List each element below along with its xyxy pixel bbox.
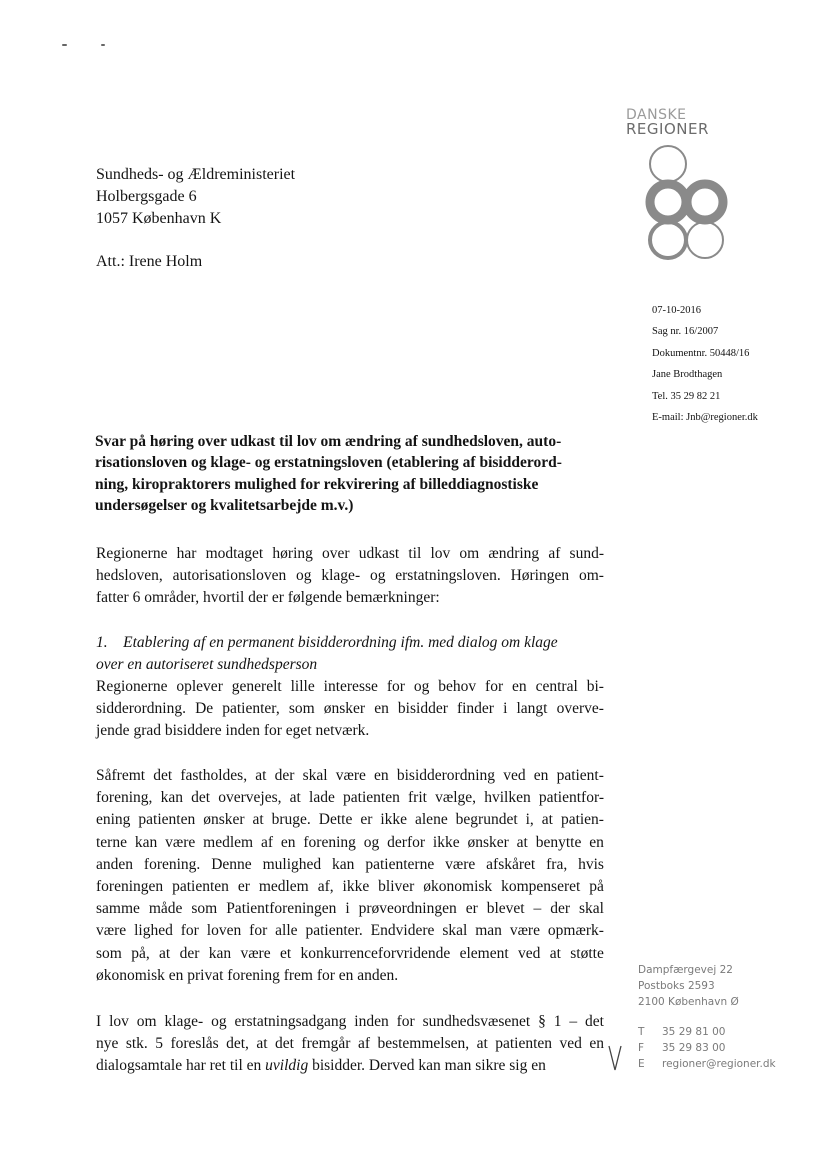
logo-line2: REGIONER (626, 120, 709, 138)
label: T (638, 1026, 645, 1038)
heading-line: over en autoriseret sundhedsperson (96, 656, 318, 674)
subject-line: undersøgelser og kvalitetsarbejde m.v.) (95, 497, 354, 515)
footer-street: Dampfærgevej 22 (638, 964, 733, 976)
recipient-address (96, 164, 295, 230)
text-line (96, 1055, 604, 1077)
meta-email: E-mail: Jnb@regioner.dk (652, 412, 758, 424)
text-line: jende grad bisiddere inden for eget netværk. (96, 722, 370, 740)
section-heading-1 (96, 632, 558, 676)
text-line: være lighed for loven for alle patienter. Endvidere skal man være opmærk- (96, 922, 604, 940)
heading-text: Etablering af en permanent bisidderordning ifm. med dialog om klage (123, 634, 558, 651)
label: E (638, 1058, 645, 1070)
scan-speck (101, 44, 105, 46)
footer-postbox: Postboks 2593 (638, 980, 715, 992)
pen-mark-icon (608, 1044, 622, 1072)
text-line: hedsloven, autorisationsloven og klage- og erstatningsloven. Høringen om- (96, 567, 604, 585)
text-line: sidderordning. De patienter, som ønsker en bisidder finder i langt overve- (96, 700, 604, 718)
text-run: bisidder. Derved kan man sikre sig en (308, 1057, 546, 1075)
paragraph-intro (96, 543, 604, 610)
paragraph-2 (96, 676, 604, 743)
recipient-line: Holbergsgade 6 (96, 188, 197, 205)
text-line: anden forening. Denne mulighed kan patienterne være afskåret fra, hvis (96, 855, 604, 873)
letter-subject (95, 431, 605, 517)
meta-date: 07-10-2016 (652, 305, 701, 316)
text-line: foreningen patienten er medlem af, ikke bliver økonomisk kompenseret på (96, 878, 604, 896)
text-line: ening patienten ønsker at bruge. Dette er ikke alene begrundet i, at patien- (96, 811, 604, 829)
heading-line (96, 632, 558, 654)
emphasis-uvildig: uvildig (265, 1057, 309, 1075)
document-meta (652, 300, 758, 428)
text-line: Såfremt det fastholdes, at der skal være en bisidderordning ved en patient- (96, 767, 604, 784)
subject-line: ning, kiropraktorers mulighed for rekvirering af billeddiagnostiske (95, 475, 539, 493)
meta-document-number: Dokumentnr. 50448/16 (652, 347, 750, 359)
danske-regioner-logo-icon (635, 142, 735, 262)
recipient-line: 1057 København K (96, 210, 222, 227)
meta-case-number: Sag nr. 16/2007 (652, 326, 719, 338)
value: 35 29 81 00 (662, 1026, 726, 1038)
value: regioner@regioner.dk (662, 1058, 776, 1070)
text-line: økonomisk en privat forening frem for en anden. (96, 966, 399, 984)
attention-line: Att.: Irene Holm (96, 253, 203, 270)
paragraph-4 (96, 1011, 604, 1078)
footer-fax (638, 1040, 776, 1056)
footer-address (638, 962, 739, 1010)
logo-line1: DANSKE (626, 107, 687, 123)
text-line: forening, kan det overvejes, at lade patienten frit vælge, hvilken patientfor- (96, 789, 604, 807)
meta-phone: Tel. 35 29 82 21 (652, 390, 721, 402)
label: F (638, 1042, 645, 1054)
footer-phone (638, 1024, 776, 1040)
subject-line: Svar på høring over udkast til lov om ændring af sundhedsloven, auto- (95, 433, 562, 450)
recipient-line: Sundheds- og Ældreministeriet (96, 166, 296, 183)
text-line: Regionerne oplever generelt lille interesse for og behov for en central bi- (96, 678, 604, 695)
value: 35 29 83 00 (662, 1042, 726, 1054)
text-line: I lov om klage- og erstatningsadgang inden for sundhedsvæsenet § 1 – det (96, 1013, 604, 1030)
paragraph-3 (96, 765, 604, 987)
meta-author: Jane Brodthagen (652, 369, 723, 381)
text-line: Regionerne har modtaget høring over udkast til lov om ændring af sund- (96, 545, 604, 562)
text-run: dialogsamtale har ret til en (96, 1057, 266, 1075)
footer-contact (638, 1024, 776, 1072)
scan-speck (62, 44, 67, 46)
text-line: nye stk. 5 foreslås det, at det fremgår af bestemmelsen, at patienten ved en (96, 1035, 604, 1053)
text-line: terne kan være medlem af en forening og derfor ikke ønsker at benytte en (96, 833, 604, 851)
footer-email (638, 1056, 776, 1072)
text-line: fatter 6 områder, hvortil der er følgende bemærkninger: (96, 589, 440, 607)
heading-number: 1. (96, 634, 108, 651)
text-line: samme måde som Patientforeningen i prøveordningen er blevet – der skal (96, 900, 604, 918)
text-line: som på, at der kan være et konkurrenceforvridende element ved at støtte (96, 944, 604, 962)
footer-city: 2100 København Ø (638, 996, 739, 1008)
subject-line: risationsloven og klage- og erstatningsloven (etablering af bisidderord- (95, 454, 562, 472)
